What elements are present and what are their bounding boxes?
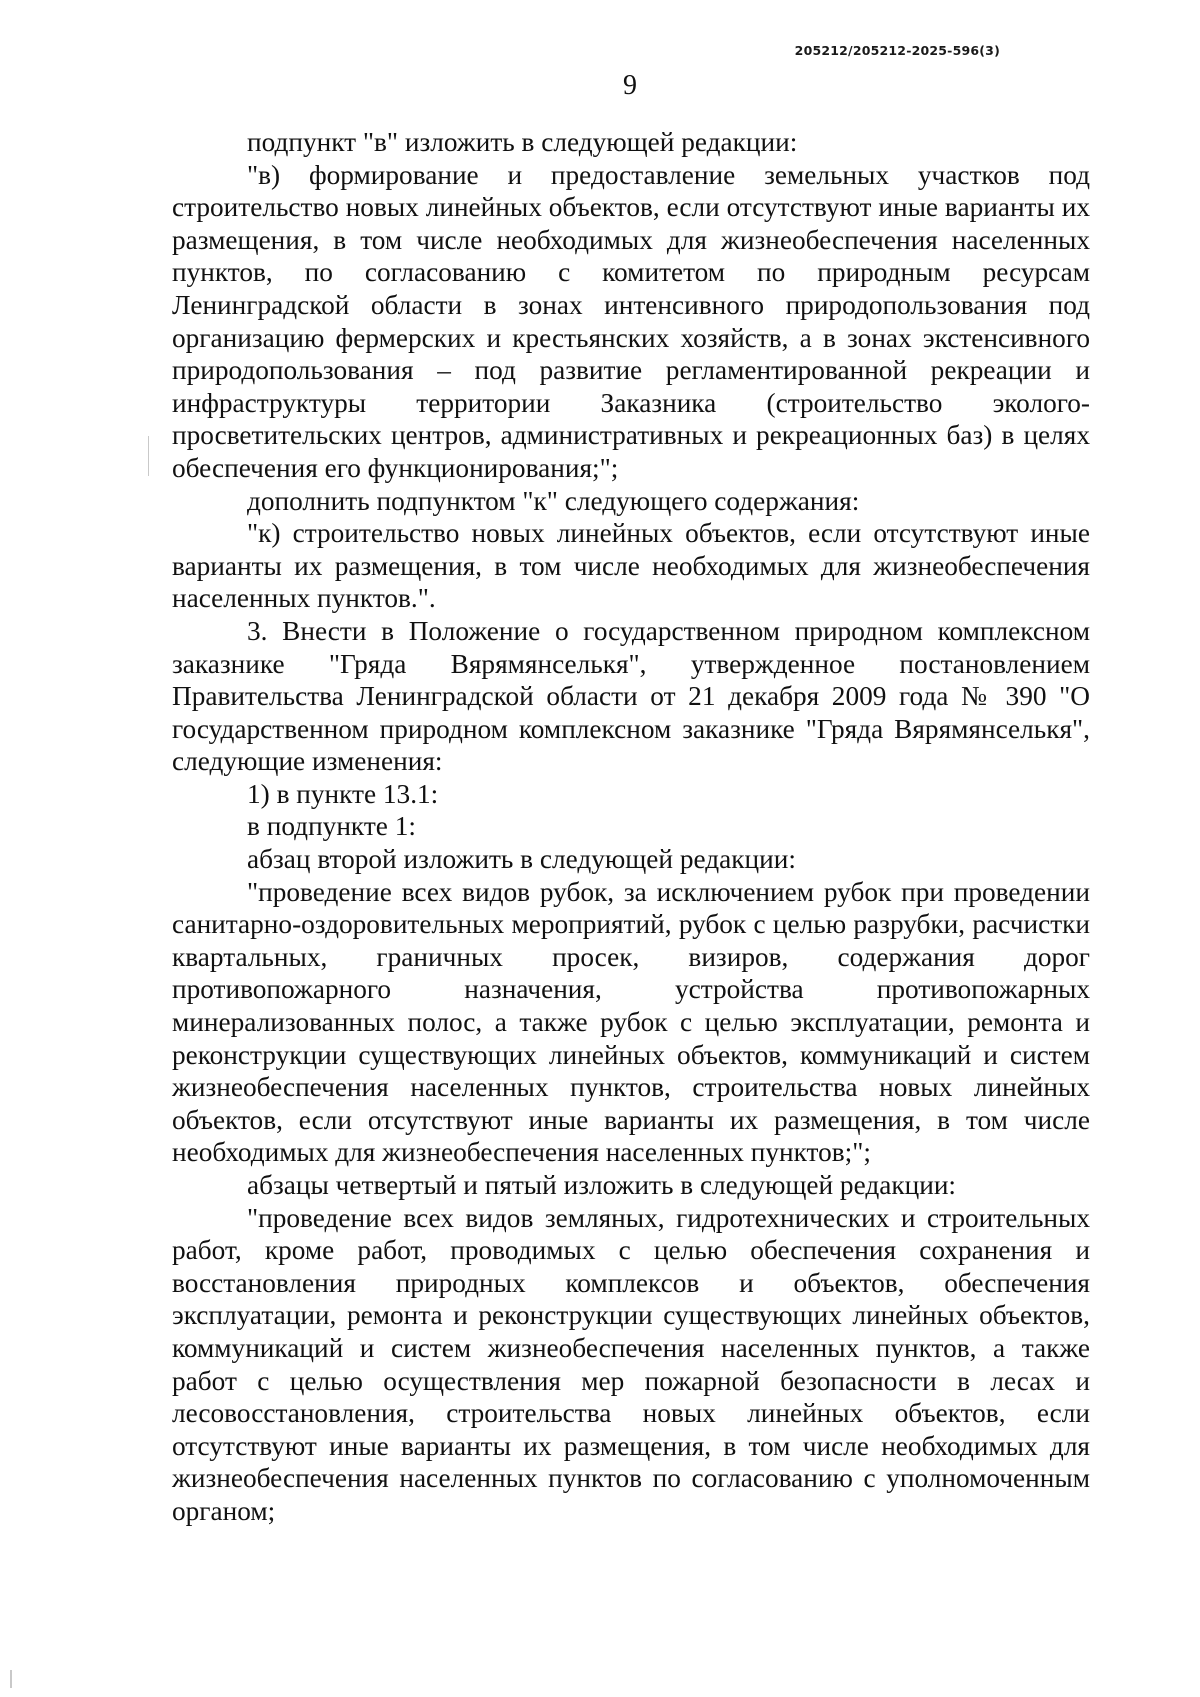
paragraph: "к) строительство новых линейных объектов, если отсутствуют иные варианты их размещения, в том числе необходимых для жизнеобеспечения населенных пунктов.".: [172, 518, 1090, 614]
paragraph: абзац второй изложить в следующей редакции:: [247, 844, 796, 875]
paragraph: абзацы четвертый и пятый изложить в следующей редакции:: [247, 1170, 957, 1200]
paragraph: 3. Внести в Положение о государственном природном комплексном заказнике "Гряда Вярямянселькя", утвержденное постановлением Правительства Ленинградской области от 21 декабря 2009 года № 390 "О государственном природном комплексном заказнике "Гряда Вярямянселькя", следующие изменения:: [172, 615, 1090, 777]
paragraph: в подпункте 1:: [247, 811, 416, 842]
paragraph: 1) в пункте 13.1:: [247, 778, 439, 809]
page-number: 9: [623, 70, 637, 101]
document-id: 205212/205212-2025-596(3): [794, 43, 1000, 58]
paragraph: "проведение всех видов рубок, за исключением рубок при проведении санитарно-оздоровительных мероприятий, рубок с целью разрубки, расчистки квартальных, граничных просек, визиров, содержания дорог противопожарного назначения, устройства противопожарных минерализованных полос, а также рубок с целью эксплуатации, ремонта и реконструкции существующих линейных объектов, коммуникаций и систем жизнеобеспечения населенных пунктов, строительства новых линейных объектов, если отсутствуют иные варианты их размещения, в том числе необходимых для жизнеобеспечения населенных пунктов;";: [172, 876, 1090, 1168]
document-body: [172, 126, 1090, 1528]
paragraph: "в) формирование и предоставление земельных участков под строительство новых линейных объектов, если отсутствуют иные варианты их размещения, в том числе необходимых для жизнеобеспечения населенных пунктов, по согласованию с комитетом по природным ресурсам Ленинградской области в зонах интенсивного природопользования под организацию фермерских и крестьянских хозяйств, а в зонах экстенсивного природопользования – под развитие регламентированной рекреации и инфраструктуры территории Заказника (строительство эколого-просветительских центров, административных и рекреационных баз) в целях обеспечения его функционирования;";: [172, 159, 1090, 483]
paragraph: подпункт "в" изложить в следующей редакции:: [247, 127, 798, 157]
paragraph: "проведение всех видов земляных, гидротехнических и строительных работ, кроме работ, проводимых с целью обеспечения сохранения и восстановления природных комплексов и объектов, обеспечения эксплуатации, ремонта и реконструкции существующих линейных объектов, коммуникаций и систем жизнеобеспечения населенных пунктов, а также работ с целью осуществления мер пожарной безопасности в лесах и лесовосстановления, строительства новых линейных объектов, если отсутствуют иные варианты их размещения, в том числе необходимых для жизнеобеспечения населенных пунктов по согласованию с уполномоченным органом;: [172, 1202, 1090, 1526]
scan-mark: [148, 436, 149, 476]
paragraph: дополнить подпунктом "к" следующего содержания:: [247, 485, 860, 516]
scan-mark: [10, 1670, 12, 1688]
